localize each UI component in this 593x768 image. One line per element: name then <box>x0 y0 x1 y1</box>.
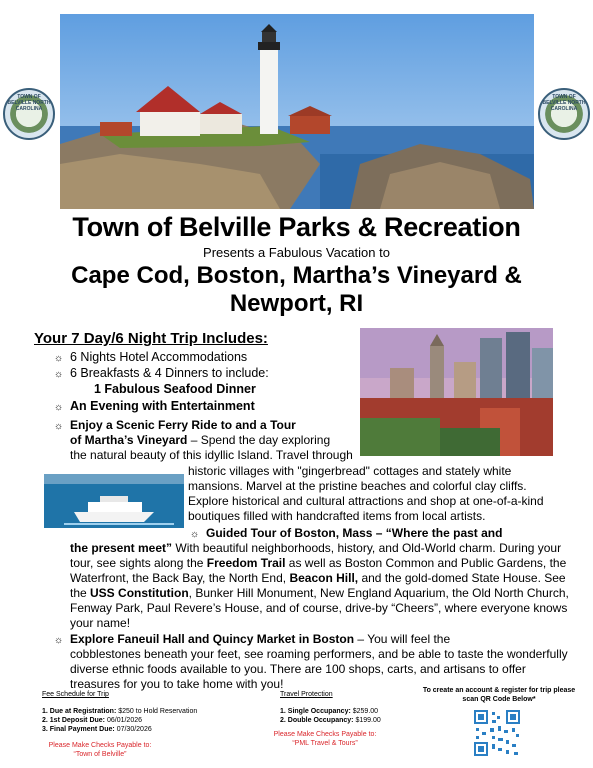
qr-code[interactable] <box>472 708 522 758</box>
destination-line-1: Cape Cod, Boston, Martha’s Vineyard & <box>71 262 522 289</box>
boston-heading-2: the present meet” <box>70 541 173 555</box>
ferry-line-2: the natural beauty of this idyllic Island. Travel through <box>70 448 353 462</box>
fee-checks-payable <box>30 741 170 759</box>
page-title: Town of Belville Parks & Recreation <box>72 212 521 242</box>
boston-skyline-photo <box>360 328 553 456</box>
ferry-line-1 <box>70 433 370 447</box>
faneuil-text: – You will feel the <box>354 632 451 646</box>
fee-schedule-heading: Fee Schedule for Trip <box>42 691 109 698</box>
protection-label: 2. Double Occupancy: <box>280 717 354 724</box>
boston-heading: Guided Tour of Boston, Mass – “Where the past and <box>206 526 503 540</box>
boston-line-4 <box>70 571 580 585</box>
uss-constitution: USS Constitution <box>90 586 189 600</box>
ferry-photo <box>44 474 184 528</box>
sun-bullet-icon: ☼ <box>54 353 64 364</box>
faneuil-line-4: treasures for you to take home with you! <box>70 677 284 691</box>
lighthouse-photo <box>60 14 534 209</box>
ferry-heading-2: of Martha’s Vineyard <box>70 433 188 447</box>
presents-subtitle: Presents a Fabulous Vacation to <box>203 245 390 260</box>
boston-line-3 <box>70 556 580 570</box>
fee-value: 06/01/2026 <box>105 717 142 724</box>
fee-value: 07/30/2026 <box>114 726 152 733</box>
protection-checks-payable <box>250 730 400 748</box>
ferry-line-4: mansions. Marvel at the pristine beaches and colorful clay cliffs. <box>188 479 527 493</box>
town-seal-left <box>3 88 55 140</box>
fee-line-2 <box>42 716 142 725</box>
boston-text: Waterfront, the Back Bay, the North End, <box>70 571 290 585</box>
checks-line-2: “PML Travel & Tours” <box>292 740 358 747</box>
protection-line-1 <box>280 707 378 716</box>
faneuil-line-2: cobblestones beneath your feet, see roaming performers, and be able to taste the wonderfully <box>70 647 568 661</box>
ferry-text: – Spend the day exploring <box>187 433 331 447</box>
boston-text: With beautiful neighborhoods, history, and Old-World charm. During your <box>172 541 562 555</box>
protection-value: $259.00 <box>350 708 379 715</box>
boston-text: as well as Boston Common and Public Gardens, the <box>285 556 567 570</box>
boston-line-7: your name! <box>70 616 131 630</box>
include-item-faneuil <box>54 632 574 648</box>
faneuil-heading: Explore Faneuil Hall and Quincy Market in Boston <box>70 632 355 646</box>
item-text: 6 Nights Hotel Accommodations <box>70 350 248 364</box>
ferry-heading: Enjoy a Scenic Ferry Ride to and a Tour <box>70 418 296 432</box>
register-line-2: scan QR Code Below* <box>462 696 536 703</box>
travel-protection-heading: Travel Protection <box>280 691 333 698</box>
ferry-line-5: Explore historical and cultural attractions and shop at one-of-a-kind <box>188 494 544 508</box>
include-item-seafood: 1 Fabulous Seafood Dinner <box>94 382 256 396</box>
boston-line-2 <box>70 541 580 555</box>
fee-label: 3. Final Payment Due: <box>42 726 115 733</box>
seal-text: TOWN OF BELVILLE NORTH CAROLINA <box>542 94 586 112</box>
sun-bullet-icon: ☼ <box>190 529 200 540</box>
item-text: An Evening with Entertainment <box>70 399 255 413</box>
sun-bullet-icon: ☼ <box>54 402 64 413</box>
fee-line-3 <box>42 725 152 734</box>
fee-line-1 <box>42 707 197 716</box>
checks-line-1: Please Make Checks Payable to: <box>273 731 377 738</box>
register-line-1: To create an account & register for trip please <box>422 687 576 694</box>
register-instructions <box>410 686 588 704</box>
fee-label: 2. 1st Deposit Due: <box>42 717 106 724</box>
beacon-hill: Beacon Hill, <box>289 571 359 585</box>
item-text: 6 Breakfasts & 4 Dinners to include: <box>70 366 269 380</box>
boston-line-6: Fenway Park, Paul Revere’s House, and of course, drive-by “Cheers”, where everyone knows <box>70 601 568 615</box>
ferry-line-3: historic villages with "gingerbread" cottages and stately white <box>188 464 512 478</box>
sun-bullet-icon: ☼ <box>54 635 64 646</box>
include-item-boston <box>190 526 570 542</box>
fee-value: $250 to Hold Reservation <box>116 708 198 715</box>
include-item-meals <box>54 366 269 382</box>
fee-label: 1. Due at Registration: <box>42 708 117 715</box>
sun-bullet-icon: ☼ <box>54 369 64 380</box>
include-item-ferry <box>54 418 354 434</box>
seal-text: TOWN OF BELVILLE NORTH CAROLINA <box>7 94 51 112</box>
destination-line-2: Newport, RI <box>229 290 364 317</box>
boston-line-5 <box>70 586 580 600</box>
faneuil-line-3: diverse ethnic foods available to you. There are 100 shops, carts, and artisans to offer <box>70 662 526 676</box>
freedom-trail: Freedom Trail <box>206 556 286 570</box>
sun-bullet-icon: ☼ <box>54 421 64 432</box>
boston-text: and the gold-domed State House. See <box>358 571 566 585</box>
protection-value: $199.00 <box>353 717 381 724</box>
boston-text: the <box>70 586 91 600</box>
boston-text: , Bunker Hill Monument, New England Aquarium, the Old North Church, <box>188 586 569 600</box>
checks-line-1: Please Make Checks Payable to: <box>48 742 152 749</box>
includes-heading: Your 7 Day/6 Night Trip Includes: <box>34 330 268 347</box>
protection-line-2 <box>280 716 381 725</box>
checks-line-2: “Town of Belville” <box>73 751 127 758</box>
include-item-entertainment <box>54 399 255 415</box>
include-item-hotel <box>54 350 247 366</box>
protection-label: 1. Single Occupancy: <box>280 708 351 715</box>
ferry-line-6: boutiques filled with handcrafted items from local artists. <box>188 509 486 523</box>
boston-text: tour, see sights along the <box>70 556 207 570</box>
town-seal-right <box>538 88 590 140</box>
